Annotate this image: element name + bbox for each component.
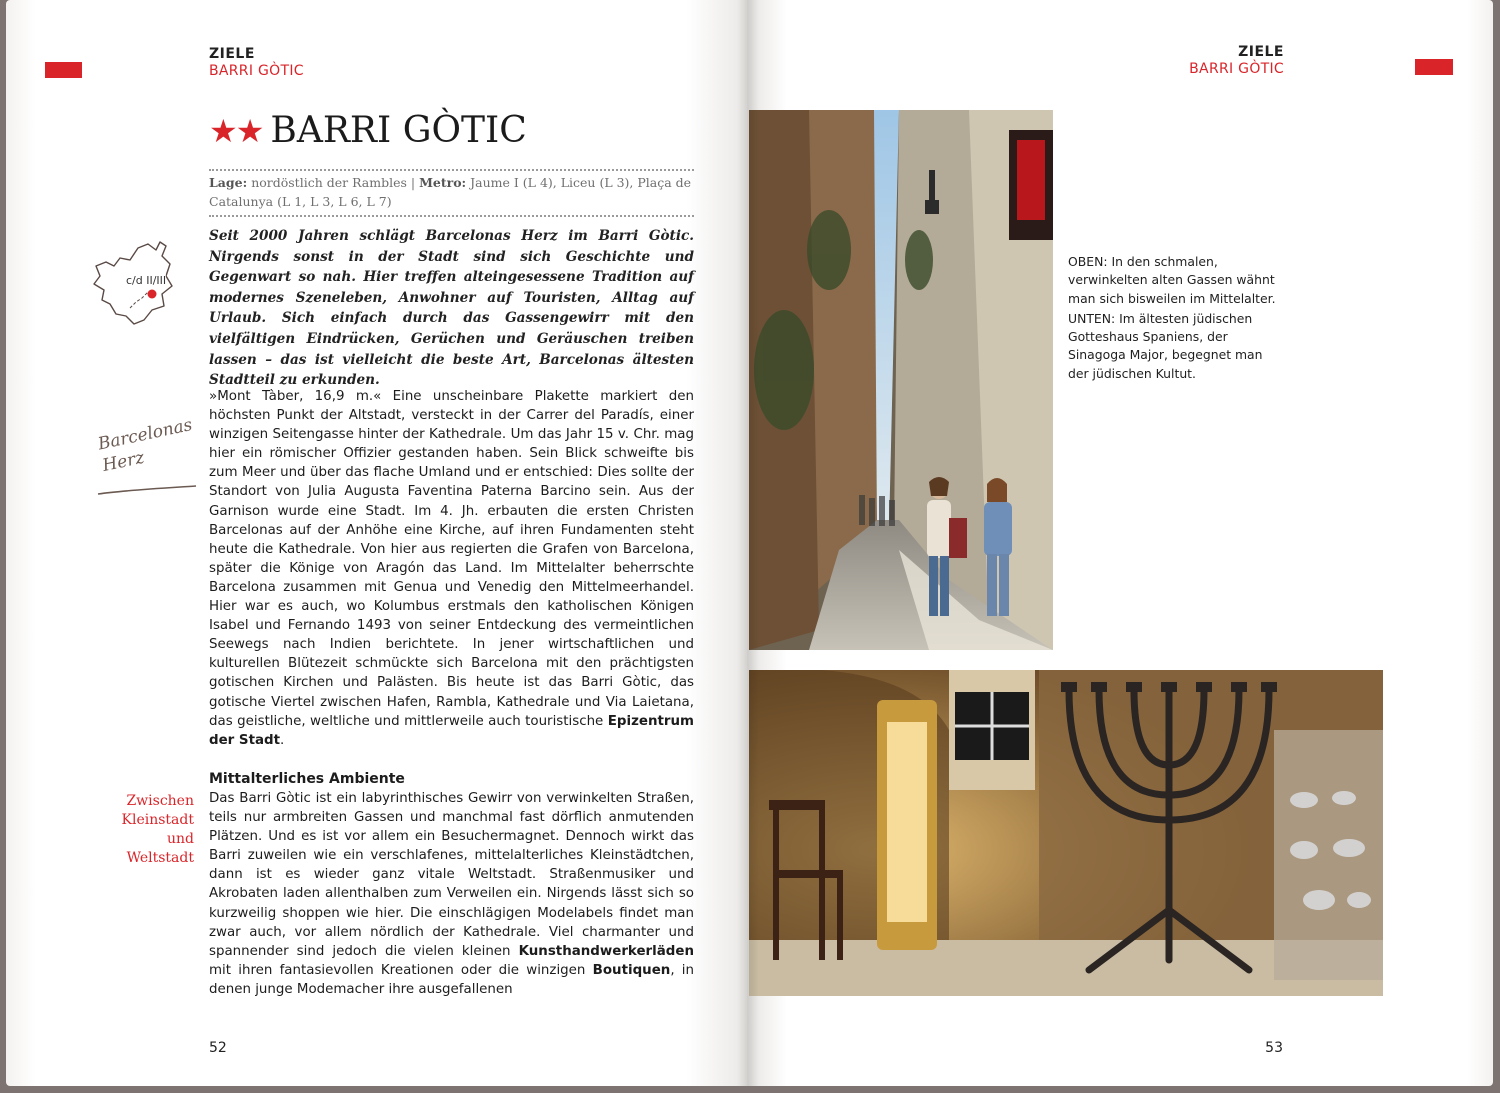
body1-bold: Epizentrum der Stadt — [209, 713, 694, 748]
page-title — [209, 110, 527, 151]
section-label-right: ZIELE — [1238, 44, 1284, 60]
body-paragraph-2 — [209, 789, 694, 999]
page-number-left: 52 — [209, 1040, 227, 1056]
caption-top: OBEN: In den schmalen, verwinkelten alten Gassen wähnt man sich bisweilen im Mittelalter. — [1068, 254, 1276, 306]
photo-alley — [749, 110, 1053, 650]
handwritten-note — [96, 415, 206, 500]
subsection-label: BARRI GÒTIC — [209, 63, 304, 79]
left-page — [6, 0, 747, 1086]
body-paragraph-1 — [209, 387, 694, 750]
body2-text-c: , in denen junge Modemacher ihre ausgefallenen — [209, 962, 694, 997]
district-map — [86, 236, 196, 336]
metro-label: Metro: — [419, 175, 467, 190]
metro-value: Jaume I (L 4), Liceu (L 3), Plaça de Catalunya (L 1, L 3, L 6, L 7) — [209, 175, 692, 209]
margin-note: Zwischen Kleinstadt und Weltstadt — [121, 793, 194, 866]
lage-label: Lage: — [209, 175, 248, 190]
lage-value: nordöstlich der Rambles | — [251, 175, 416, 190]
intro-paragraph: Seit 2000 Jahren schlägt Barcelonas Herz im Barri Gòtic. Nirgends sonst in der Stadt sind sich Geschichte und Gegenwart so nah. Hier treffen alteingesessene Tradition auf modernes Szeneleben, Anwohner auf Touristen, Alltag auf Urlaub. Sich einfach durch das Gassengewirr mit den vielfältigen Eindrücken, Gerüchen und Geräuschen treiben lassen – das ist vielleicht die beste Art, Barcelonas ältesten Stadtteil zu erkunden. — [209, 228, 694, 389]
subheading: Mittalterliches Ambiente — [209, 771, 405, 787]
underline-stroke — [96, 480, 206, 500]
subsection-label-right: BARRI GÒTIC — [1189, 61, 1284, 77]
book-gutter — [737, 0, 759, 1086]
handwritten-note-text: Barcelonas Herz — [96, 415, 195, 477]
map-label: c/d II/III — [126, 274, 167, 287]
body2-bold-1: Kunsthandwerkerläden — [518, 943, 694, 959]
body2-text-a: Das Barri Gòtic ist ein labyrinthisches Gewirr von verwinkelten Straßen, teils nur armbreiten Gassen und manchmal fast dörflich anmutenden Plätzen. Und es ist vor allem ein Besuchermagnet. Dennoch wirkt das Barri zuweilen wie ein verschlafenes, mittelalterliches Kleinstädtchen, dann ist es wieder ganz vitale Weltstadt. Straßenmusiker und Akrobaten laden allenthalben zum Verweilen ein. Nirgends lässt sich so kurzweilig shoppen wie hier. Die einschlägigen Modelabels findet man zwar auch, vor allem nördlich der Kathedrale. Viel charmanter und spannender sind jedoch die vielen kleinen — [209, 791, 694, 959]
red-section-tab — [45, 62, 82, 78]
body1-text: »Mont Tàber, 16,9 m.« Eine unscheinbare Plakette markiert den höchsten Punkt der Altstadt, versteckt in der Carrer del Paradís, einer winzigen Seitengasse hinter der Kathedrale. Um das Jahr 15 v. Chr. mag hier ein römischer Offizier gestanden haben. Sein Blick schweifte bis zum Meer und über das flache Umland und er entschied: Dies sollte der Standort von Julia Augusta Faventina Paterna Barcino sein. Aus der Garnison wurde eine Stadt. Im 4. Jh. erbauten die ersten Christen Barcelonas auf der Anhöhe eine Kirche, auf ihren Fundamenten steht heute die Kathedrale. Von hier aus regierten die Grafen von Barcelona, später die Könige von Aragón das Land. Im Mittelalter beherrschte Barcelona zusammen mit Genua und Venedig den Mittelmeerhandel. Hier war es auch, wo Kolumbus erstmals den katholischen Königen Isabel und Fernando 1493 von seiner Entdeckung des vermeintlichen Seewegs nach Indien berichtete. In jener wirtschaftlichen und kulturellen Blütezeit schmückte sich Barcelona mit den prächtigsten gotischen Kirchen und Palästen. Bis heute ist das Barri Gòtic, das gotische Viertel zwischen Hafen, Rambla, Kathedrale und Via Laietana, das geistliche, weltliche und mittlerweile auch touristische — [209, 389, 694, 729]
title-text: BARRI GÒTIC — [270, 110, 527, 151]
location-info — [209, 169, 694, 217]
body2-bold-2: Boutiquen — [592, 962, 671, 978]
rating-stars: ★★ — [209, 112, 263, 150]
photo-caption — [1068, 253, 1283, 385]
page-number-right: 53 — [1265, 1040, 1283, 1056]
photo-synagogue — [749, 670, 1383, 996]
right-page — [747, 0, 1493, 1086]
caption-bottom: UNTEN: Im ältesten jüdischen Gotteshaus Spaniens, der Sinagoga Major, begegnet man der jüdischen Kultut. — [1068, 310, 1263, 381]
section-label: ZIELE — [209, 46, 255, 62]
body1-end: . — [280, 732, 285, 748]
body2-text-b: mit ihren fantasievollen Kreationen oder die winzigen — [209, 962, 586, 978]
red-section-tab-right — [1415, 59, 1453, 75]
